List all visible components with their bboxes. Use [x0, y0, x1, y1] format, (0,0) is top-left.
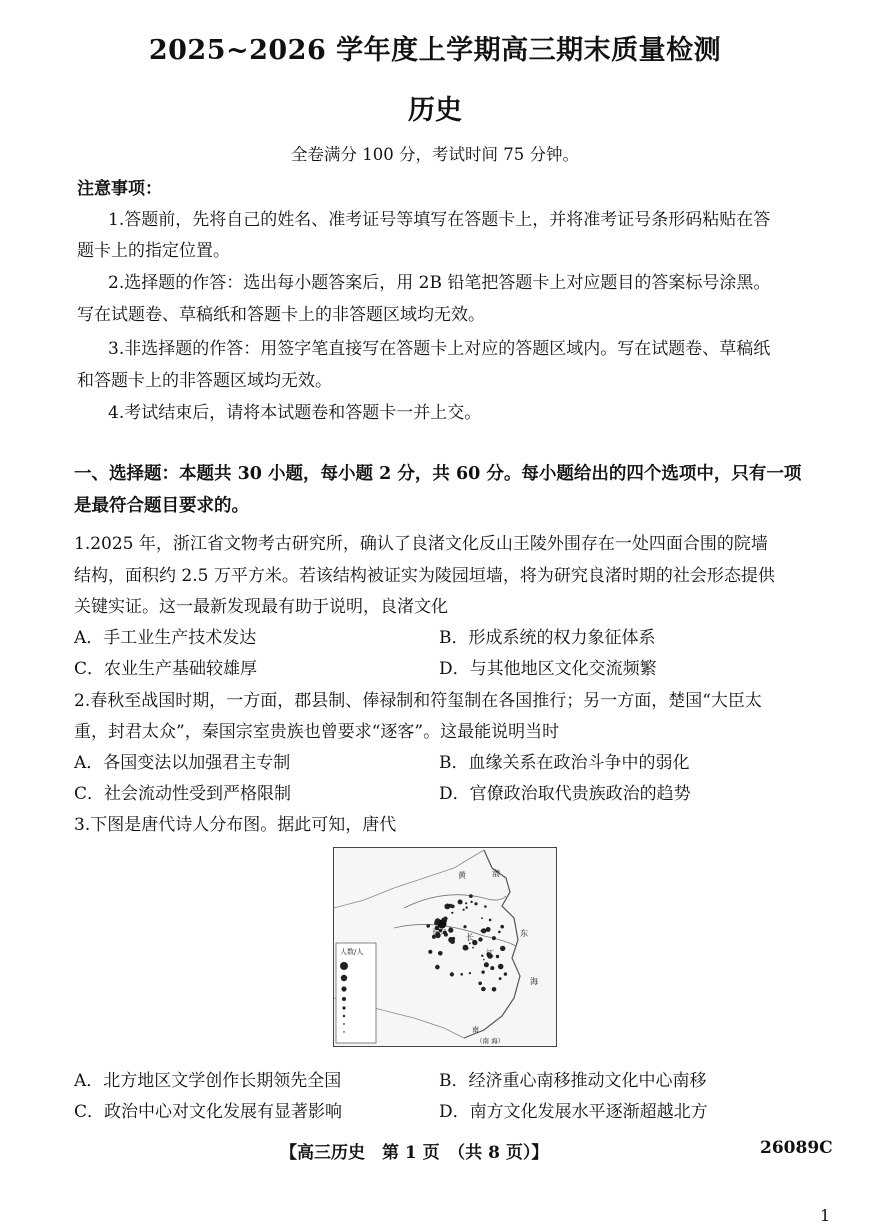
footer-page-label: 【高三历史 第 1 页 （共 8 页）】	[280, 1143, 549, 1163]
section1-line1: 一、选择题：本题共 30 小题，每小题 2 分，共 60 分。每小题给出的四个选项中，只有一项	[74, 464, 802, 484]
poet-dot	[472, 947, 474, 949]
poet-dot	[470, 901, 472, 903]
map-label-nan: 南	[472, 1026, 479, 1034]
poet-dot	[452, 937, 455, 940]
exam-meta: 全卷满分 100 分，考试时间 75 分钟。	[291, 145, 579, 164]
poet-dot	[469, 894, 473, 898]
subject-title: 历史	[408, 95, 462, 126]
q1-line3: 关键实证。这一最新发现最有助于说明，良渚文化	[74, 597, 448, 617]
poet-dot	[474, 902, 477, 905]
poet-dot	[489, 919, 492, 922]
note-1a: 1.答题前，先将自己的姓名、准考证号等填写在答题卡上，并将准考证号条形码粘贴在答	[108, 210, 771, 230]
q2-option-b: B．血缘关系在政治斗争中的弱化	[439, 753, 690, 773]
poet-dot	[484, 962, 489, 967]
note-2a: 2.选择题的作答：选出每小题答案后，用 2B 铅笔把答题卡上对应题目的答案标号涂黑。	[108, 273, 771, 293]
q2-line1: 2.春秋至战国时期，一方面，郡县制、俸禄制和符玺制在各国推行；另一方面，楚国“大臣太	[74, 691, 762, 711]
q3-option-a: A．北方地区文学创作长期领先全国	[74, 1071, 342, 1091]
q3-line1: 3.下图是唐代诗人分布图。据此可知，唐代	[74, 815, 397, 835]
poet-dot	[426, 924, 430, 928]
poet-dot	[481, 970, 484, 973]
q3-option-b: B．经济重心南移推动文化中心南移	[439, 1071, 707, 1091]
q1-line1: 1.2025 年，浙江省文物考古研究所，确认了良渚文化反山王陵外围存在一处四面合围的院墙	[74, 534, 768, 554]
poet-dot	[490, 966, 494, 970]
note-3b: 和答题卡上的非答题区域均无效。	[77, 371, 332, 391]
poet-dot	[469, 972, 471, 974]
poet-dot	[481, 955, 483, 957]
map-label-bo: 渤	[492, 869, 500, 878]
q2-option-a: A．各国变法以加强君主专制	[74, 753, 291, 773]
poet-dot	[460, 973, 463, 976]
q1-line2: 结构，面积约 2.5 万平方米。若该结构被证实为陵园垣墙，将为研究良渚时期的社会形态提供	[74, 566, 775, 586]
poet-dot	[478, 982, 482, 986]
poet-dot	[469, 943, 471, 945]
map-label-huang: 黄	[458, 871, 466, 880]
poet-dot	[498, 931, 501, 934]
map-legend-title: 人数/人	[340, 948, 364, 956]
poet-dot	[504, 972, 507, 975]
q3-option-d: D．南方文化发展水平逐渐超越北方	[439, 1102, 708, 1122]
poet-dot	[458, 900, 463, 905]
poet-dot	[450, 972, 454, 976]
poet-dot	[450, 929, 452, 931]
poet-dots	[426, 894, 507, 991]
map-label-jiang: 江	[486, 949, 494, 958]
map-drawing	[334, 848, 556, 1046]
poet-dot	[492, 987, 497, 992]
poet-dot	[463, 909, 465, 911]
poet-dot	[498, 964, 504, 970]
exam-title: 2025~2026 学年度上学期高三期末质量检测	[148, 35, 722, 66]
q1-option-d: D．与其他地区文化交流频繁	[439, 659, 657, 679]
poet-dot	[481, 917, 483, 919]
poet-dot	[435, 965, 440, 970]
poet-dot	[449, 927, 451, 929]
map-label-chang: 长	[466, 933, 474, 942]
map-label-dong: 东	[520, 929, 528, 938]
poet-dot	[500, 946, 505, 951]
map-legend-box	[336, 943, 376, 1043]
poet-dot	[463, 945, 469, 951]
q2-option-d: D．官僚政治取代贵族政治的趋势	[439, 784, 691, 804]
poet-dot	[484, 905, 487, 908]
poet-dot	[499, 977, 502, 980]
poet-dot	[466, 906, 468, 908]
page-number: 1	[820, 1206, 831, 1225]
note-4: 4.考试结束后，请将本试题卷和答题卡一并上交。	[108, 403, 482, 423]
map-label-hai: 海	[530, 977, 538, 986]
poet-dot	[481, 929, 484, 932]
tang-poets-distribution-map	[333, 847, 557, 1047]
poet-dot	[451, 912, 453, 914]
poet-dot	[481, 987, 486, 992]
poet-dot	[500, 925, 504, 929]
poet-dot	[483, 959, 485, 961]
note-1b: 题卡上的指定位置。	[77, 241, 230, 261]
yangtze-river	[394, 924, 516, 946]
q2-line2: 重，封君太众”，秦国宗室贵族也曾要求“逐客”。这最能说明当时	[74, 722, 560, 742]
q2-option-c: C．社会流动性受到严格限制	[74, 784, 292, 804]
poet-dot	[463, 925, 466, 928]
poet-dot	[438, 951, 443, 956]
map-label-nanhai: （南 海）	[476, 1037, 505, 1045]
q1-option-a: A．手工业生产技术发达	[74, 628, 257, 648]
poet-dot	[478, 937, 482, 941]
poet-dot	[448, 904, 452, 908]
poet-dot	[428, 950, 432, 954]
q3-option-c: C．政治中心对文化发展有显著影响	[74, 1102, 343, 1122]
poet-dot	[465, 902, 467, 904]
note-2b: 写在试题卷、草稿纸和答题卡上的非答题区域均无效。	[77, 305, 485, 325]
footer-code: 26089C	[760, 1138, 833, 1158]
poet-dot	[496, 955, 499, 958]
poet-dot	[492, 936, 496, 940]
note-3a: 3.非选择题的作答：用签字笔直接写在答题卡上对应的答题区域内。写在试题卷、草稿纸	[108, 339, 771, 359]
q1-option-c: C．农业生产基础较雄厚	[74, 659, 258, 679]
section1-line2: 是最符合题目要求的。	[74, 496, 249, 516]
map-label-changan: 长安	[432, 928, 446, 936]
q1-option-b: B．形成系统的权力象征体系	[439, 628, 656, 648]
notes-heading: 注意事项：	[77, 179, 162, 199]
yellow-river	[404, 895, 506, 908]
